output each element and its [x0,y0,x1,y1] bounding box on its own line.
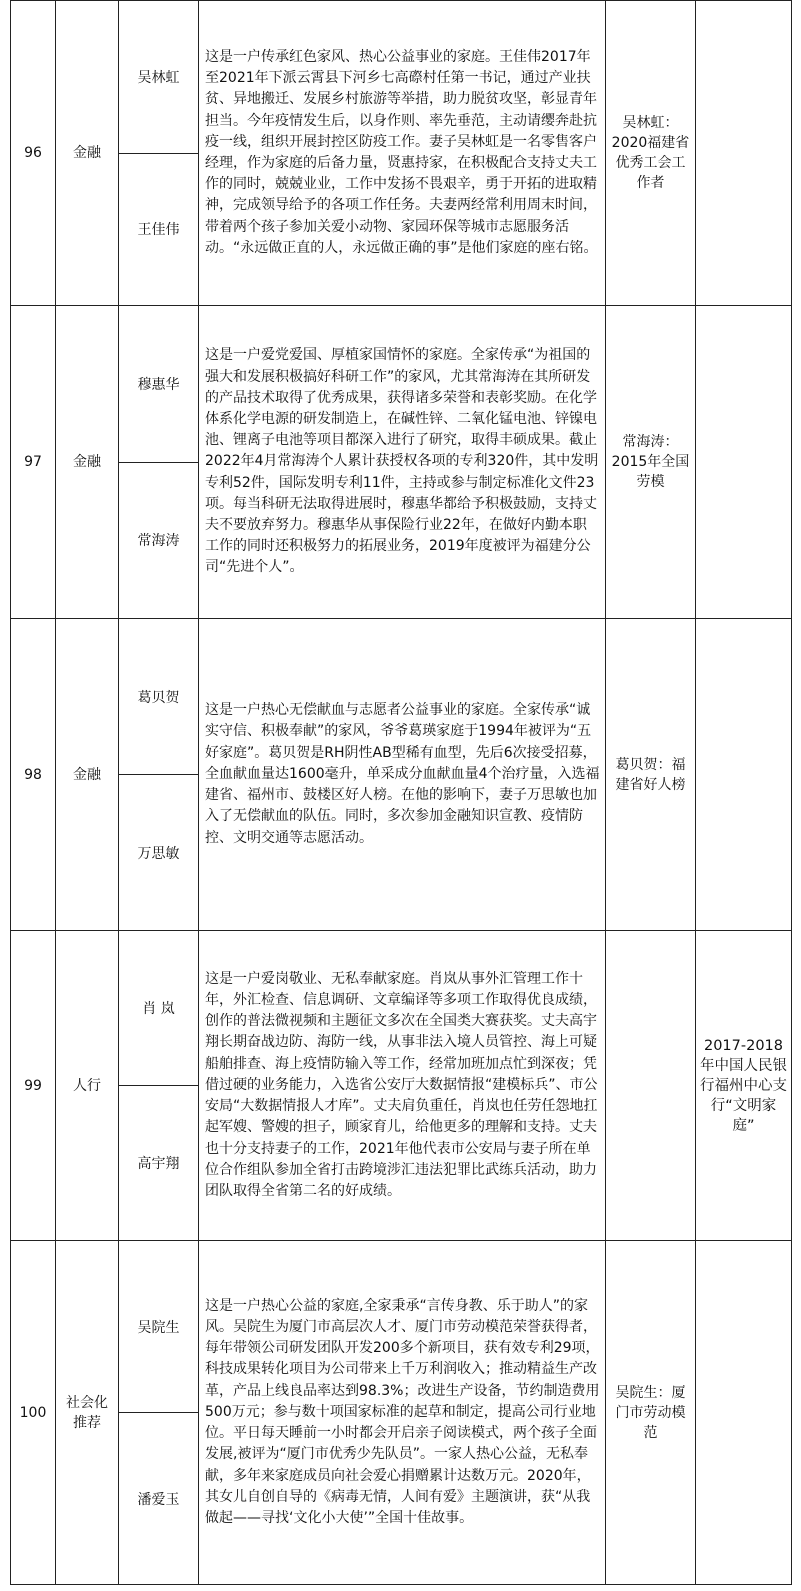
category-cell [56,619,119,931]
category-cell [56,1241,119,1585]
row-number: 97 [11,306,56,619]
members-cell [119,1,199,306]
category-label: 金融 [73,145,101,161]
category-cell [56,306,119,619]
row-number: 96 [11,1,56,306]
family-description: 这是一户爱岗敬业、无私奉献家庭。肖岚从事外汇管理工作十年，外汇检查、信息调研、文章编译等多项工作取得优良成绩，创作的普法微视频和主题征文多次在全国类大赛获奖。丈夫高宇翔长期奋战边防、海防一线，从事非法入境人员管控、海上可疑船舶排查、海上疫情防输入等工作，经常加班加点忙到深夜；凭借过硬的业务能力，入选省公安厅大数据情报“建模标兵”、市公安局“大数据情报人才库”。丈夫肩负重任，肖岚也任劳任怨地扛起军嫂、警嫂的担子，顾家育儿，给他更多的理解和支持。丈夫也十分支持妻子的工作，2021年他代表市公安局与妻子所在单位合作组队参加全省打击跨境涉汇违法犯罪比武练兵活动，助力团队取得全省第二名的好成绩。 [199,931,606,1241]
member-name: 万思敏 [137,845,180,862]
members-cell [119,306,199,619]
table-row [11,619,792,931]
table-row [11,931,792,1241]
family-table [10,0,792,1585]
category-label: 金融 [73,454,101,470]
extra-honor-cell [696,306,792,619]
row-number: 99 [11,931,56,1241]
category-label: 金融 [73,766,101,783]
table-row [11,306,792,619]
honor-cell [606,931,696,1241]
member-name: 王佳伟 [137,222,180,239]
members-cell [119,1241,199,1585]
extra-honor-cell [696,1,792,306]
honor-cell: 常海涛：2015年全国劳模 [606,306,696,619]
member-name: 常海涛 [137,533,180,550]
table-row [11,1241,792,1585]
extra-honor-cell: 2017-2018年中国人民银行福州中心支行“文明家庭” [696,931,792,1241]
row-number: 98 [11,619,56,931]
member-name: 吴院生 [119,1241,198,1413]
member-name: 肖 岚 [119,931,198,1086]
category-cell [56,931,119,1241]
category-label: 社会化推荐 [66,1394,108,1431]
members-cell [119,931,199,1241]
table-row [11,1,792,306]
member-name: 潘爱玉 [137,1491,180,1508]
family-description: 这是一户爱党爱国、厚植家国情怀的家庭。全家传承“为祖国的强大和发展积极搞好科研工作”的家风，尤其常海涛在其所研发的产品技术取得了优秀成果，获得诸多荣誉和表彰奖励。在化学体系化学电源的研发制造上，在碱性锌、二氧化锰电池、锌镍电池、锂离子电池等项目都深入进行了研究，取得丰硕成果。截止2022年4月常海涛个人累计获授权各项的专利320件，其中发明专利52件，国际发明专利11件，主持或参与制定标准化文件23项。每当科研无法取得进展时，穆惠华都给予积极鼓励，支持丈夫不要放弃努力。穆惠华从事保险行业22年，在做好内勤本职工作的同时还积极努力的拓展业务，2019年度被评为福建分公司“先进个人”。 [199,306,606,619]
member-name: 葛贝贺 [119,619,198,775]
row-number: 100 [11,1241,56,1585]
honor-cell: 葛贝贺：福建省好人榜 [606,619,696,931]
category-label: 人行 [73,1077,101,1094]
members-cell [119,619,199,931]
member-name: 高宇翔 [137,1156,180,1172]
category-cell [56,1,119,306]
honor-cell: 吴院生：厦门市劳动模范 [606,1241,696,1585]
honor-cell: 吴林虹：2020福建省优秀工会工作者 [606,1,696,306]
member-name: 吴林虹 [119,1,198,154]
family-description: 这是一户热心公益的家庭,全家秉承“言传身教、乐于助人”的家风。吴院生为厦门市高层次人才、厦门市劳动模范荣誉获得者，每年带领公司研发团队开发200多个新项目，获有效专利29项，科技成果转化项目为公司带来上千万利润收入；推动精益生产改革，产品上线良品率达到98.3%；改进生产设备，节约制造费用500万元；参与数十项国家标准的起草和制定，提高公司行业地位。平日每天睡前一小时都会开启亲子阅读模式，两个孩子全面发展,被评为“厦门市优秀少先队员”。一家人热心公益，无私奉献，多年来家庭成员向社会爱心捐赠累计达数万元。2020年，其女儿自创自导的《病毒无情，人间有爱》主题演讲，获“从我做起——寻找‘文化小大使’”全国十佳故事。 [199,1241,606,1585]
extra-honor-cell [696,1241,792,1585]
extra-honor-cell [696,619,792,931]
family-description: 这是一户热心无偿献血与志愿者公益事业的家庭。全家传承“诚实守信、积极奉献”的家风，爷爷葛瑛家庭于1994年被评为“五好家庭”。葛贝贺是RH阴性AB型稀有血型，先后6次接受招募，全血献血量达1600毫升，单采成分血献血量4个治疗量，入选福建省、福州市、鼓楼区好人榜。在他的影响下，妻子万思敏也加入了无偿献血的队伍。同时，多次参加金融知识宣教、疫情防控、文明交通等志愿活动。 [199,619,606,931]
family-description: 这是一户传承红色家风、热心公益事业的家庭。王佳伟2017年至2021年下派云霄县下河乡七高磜村任第一书记，通过产业扶贫、异地搬迁、发展乡村旅游等举措，助力脱贫攻坚，彰显青年担当。今年疫情发生后，以身作则、率先垂范，主动请缨奔赴抗疫一线，组织开展封控区防疫工作。妻子吴林虹是一名零售客户经理，作为家庭的后备力量，贤惠持家，在积极配合支持丈夫工作的同时，兢兢业业，工作中发扬不畏艰辛，勇于开拓的进取精神，完成领导给予的各项工作任务。夫妻两经常利用周末时间，带着两个孩子参加关爱小动物、家园环保等城市志愿服务活动。“永远做正直的人，永远做正确的事”是他们家庭的座右铭。 [199,1,606,306]
member-name: 穆惠华 [119,306,198,463]
